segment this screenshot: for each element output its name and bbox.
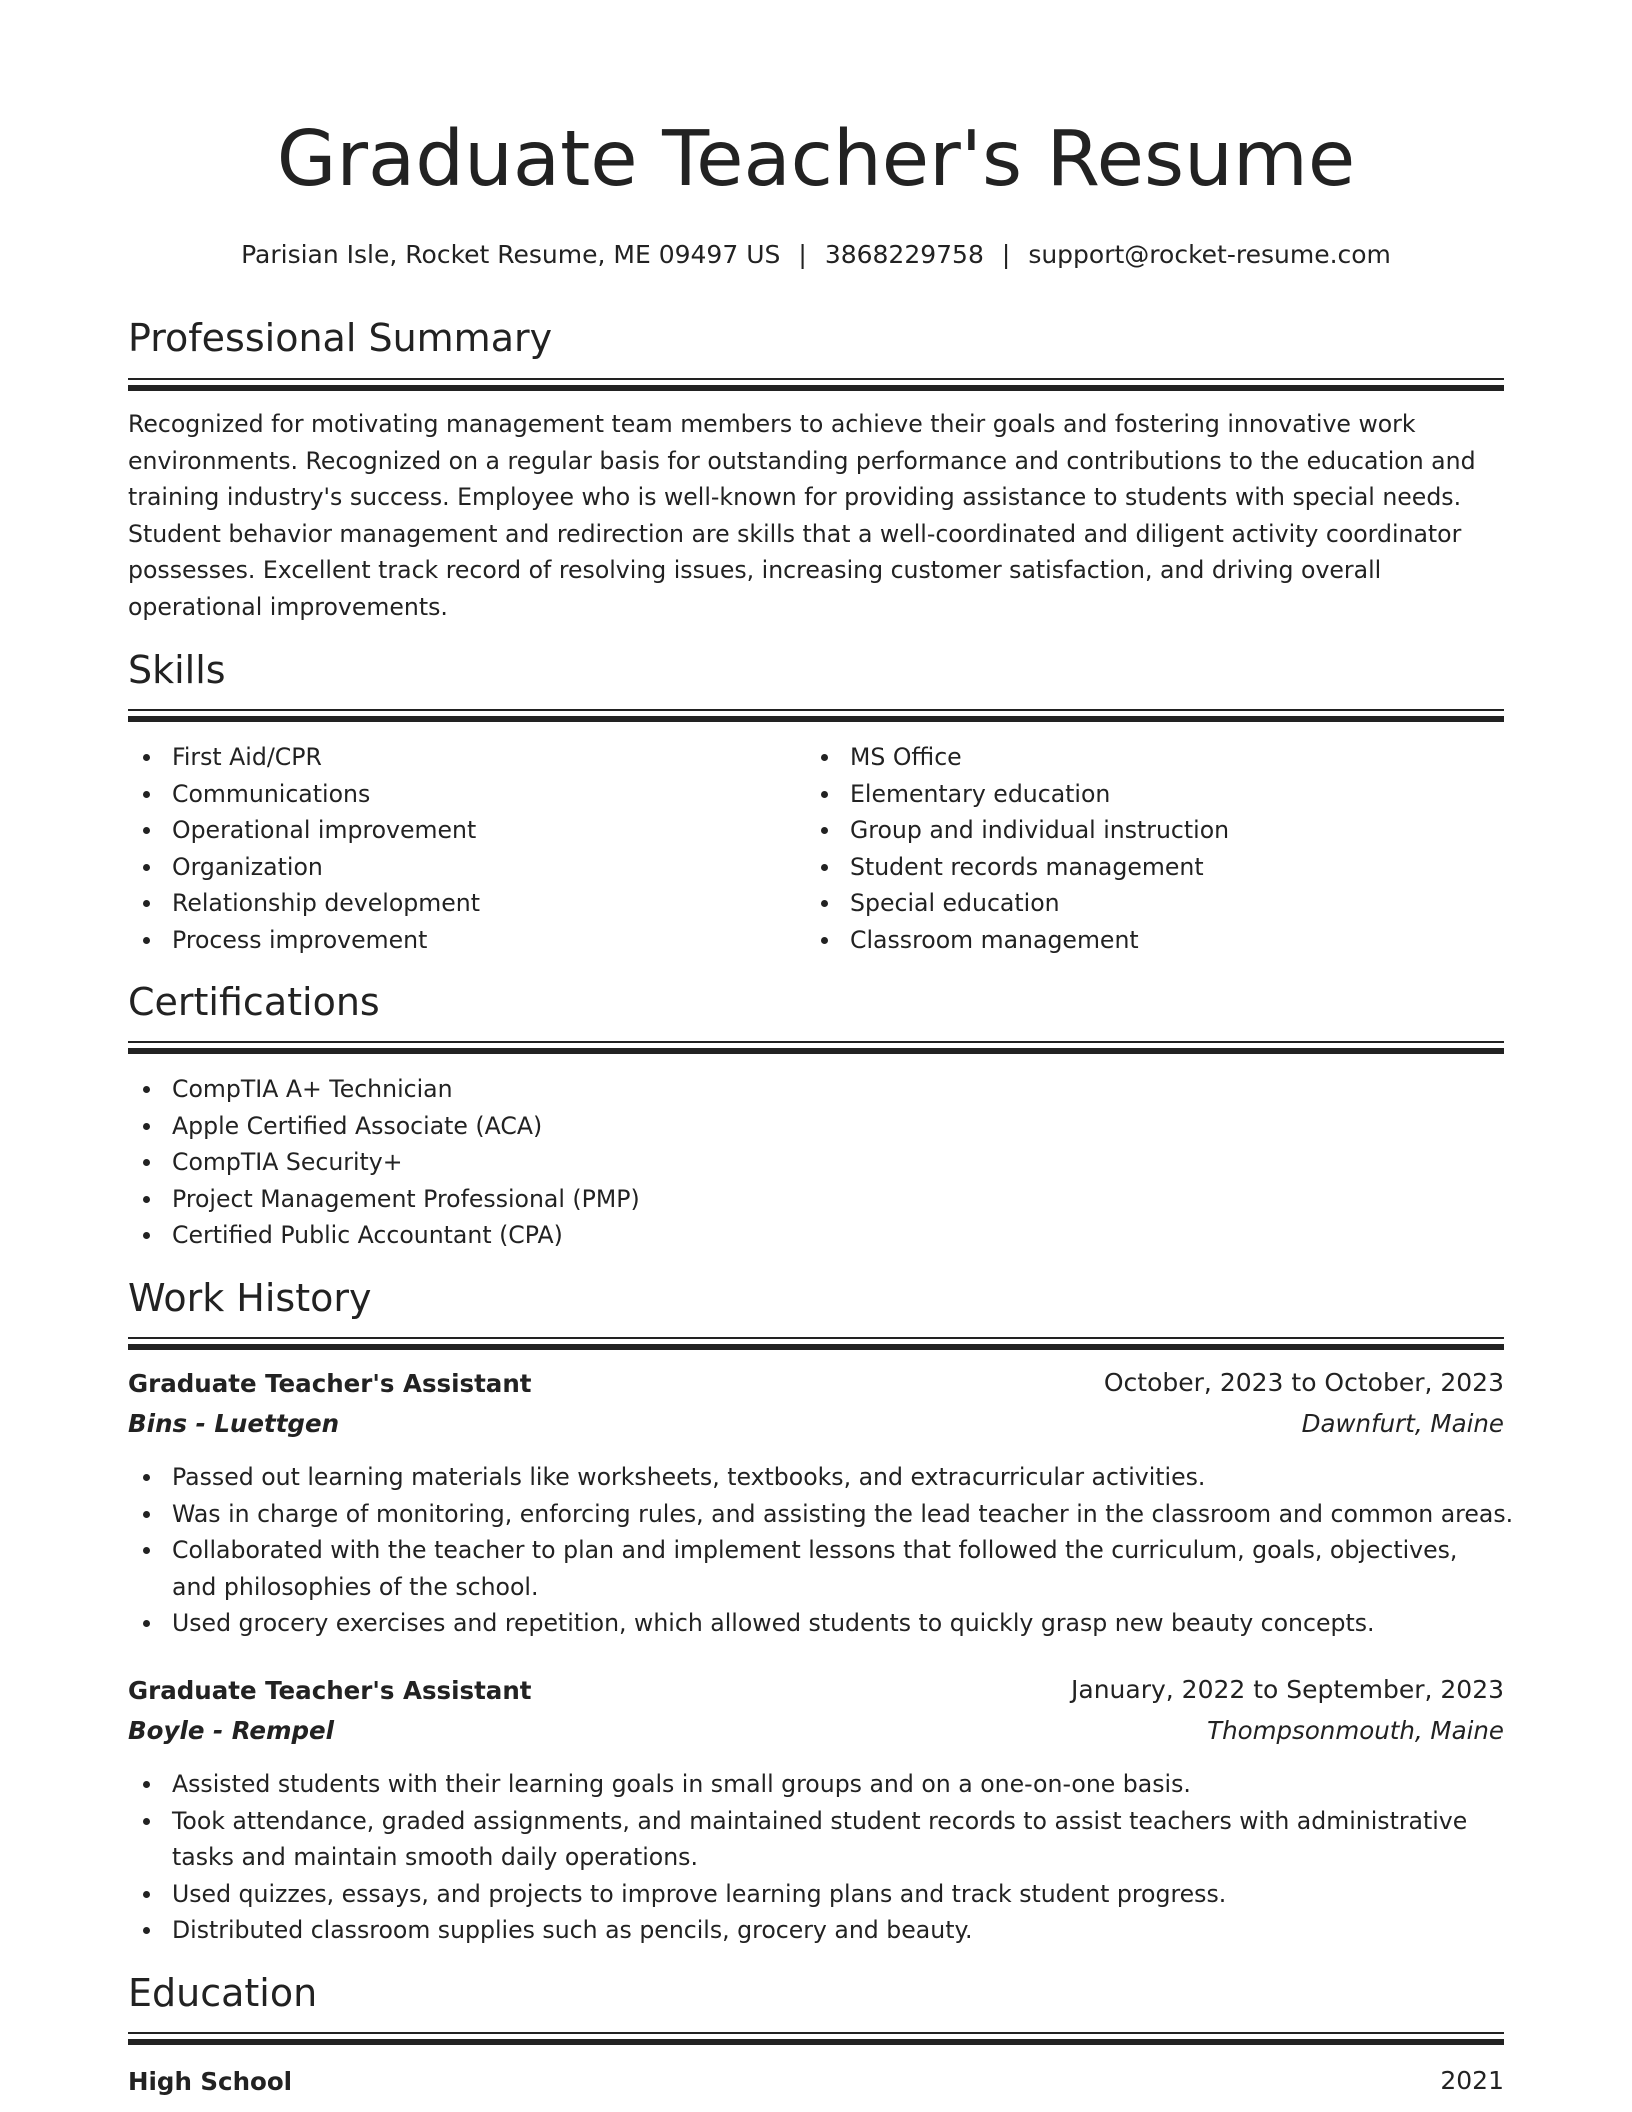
section-title-education: Education: [128, 1971, 318, 2015]
job-title: Graduate Teacher's Assistant: [128, 1676, 532, 1705]
skill-item: Elementary education: [806, 776, 1466, 813]
skill-item: MS Office: [806, 739, 1466, 776]
skill-item: Communications: [128, 776, 788, 813]
job-bullet: Was in charge of monitoring, enforcing rules, and assisting the lead teacher in the classroom and common areas.: [128, 1496, 1504, 1533]
skill-item: Organization: [128, 849, 788, 886]
skills-list-right: [806, 739, 1466, 959]
section-divider-thin: [128, 1337, 1504, 1339]
job-bullet: Assisted students with their learning goals in small groups and on a one-on-one basis.: [128, 1766, 1504, 1803]
job-bullets: [128, 1766, 1504, 1949]
skill-item: Process improvement: [128, 922, 788, 959]
job-location: Thompsonmouth, Maine: [1207, 1716, 1504, 1745]
certification-item: CompTIA A+ Technician: [128, 1071, 1504, 1108]
job-bullet: Took attendance, graded assignments, and maintained student records to assist teachers with administrative tasks and maintain smooth daily operations.: [128, 1803, 1504, 1876]
skill-item: Group and individual instruction: [806, 812, 1466, 849]
certification-item: Project Management Professional (PMP): [128, 1181, 1504, 1218]
section-divider-thick: [128, 385, 1504, 391]
skill-item: Special education: [806, 885, 1466, 922]
section-title-work-history: Work History: [128, 1276, 372, 1320]
resume-title: Graduate Teacher's Resume: [276, 115, 1356, 204]
contact-separator: |: [798, 240, 807, 269]
education-degree: High School: [128, 2067, 293, 2096]
contact-phone: 3868229758: [824, 240, 984, 269]
section-title-skills: Skills: [128, 648, 226, 692]
section-divider-thick: [128, 716, 1504, 722]
section-skills: [128, 650, 1504, 692]
certification-item: Apple Certified Associate (ACA): [128, 1108, 1504, 1145]
section-title-summary: Professional Summary: [128, 316, 553, 360]
section-divider-thin: [128, 2032, 1504, 2034]
job-bullets: [128, 1459, 1514, 1642]
job-bullet: Used quizzes, essays, and projects to improve learning plans and track student progress.: [128, 1876, 1504, 1913]
section-divider-thick: [128, 2039, 1504, 2045]
certifications-list: [128, 1071, 1504, 1254]
job-title: Graduate Teacher's Assistant: [128, 1369, 532, 1398]
job-company: Bins - Luettgen: [128, 1409, 340, 1438]
contact-line: [128, 240, 1504, 269]
section-divider-thin: [128, 709, 1504, 711]
job-bullet: Used grocery exercises and repetition, which allowed students to quickly grasp new beauty concepts.: [128, 1605, 1504, 1642]
job-bullet: Collaborated with the teacher to plan and implement lessons that followed the curriculum, goals, objectives, and philosophies of the school.: [128, 1532, 1504, 1605]
education-year: 2021: [1440, 2066, 1504, 2095]
job-bullet: Distributed classroom supplies such as pencils, grocery and beauty.: [128, 1912, 1504, 1949]
skill-item: Classroom management: [806, 922, 1466, 959]
section-title-certifications: Certifications: [128, 980, 380, 1024]
section-divider-thin: [128, 1041, 1504, 1043]
skill-item: First Aid/CPR: [128, 739, 788, 776]
job-dates: January, 2022 to September, 2023: [1071, 1675, 1504, 1704]
skills-list-left: [128, 739, 788, 959]
contact-separator: |: [1001, 240, 1011, 269]
contact-address: Parisian Isle, Rocket Resume, ME 09497 US: [241, 240, 781, 269]
summary-text: Recognized for motivating management team members to achieve their goals and fostering innovative work environments. Recognized on a regular basis for outstanding performance and contributions to the education and training industry's success. Employee who is well-known for providing assistance to students with special needs. Student behavior management and redirection are skills that a well-coordinated and diligent activity coordinator possesses. Excellent track record of resolving issues, increasing customer satisfaction, and driving overall operational improvements.: [128, 410, 1476, 621]
contact-email: support@rocket-resume.com: [1028, 240, 1391, 269]
section-certifications: [128, 982, 1504, 1024]
skill-item: Operational improvement: [128, 812, 788, 849]
job-dates: October, 2023 to October, 2023: [1103, 1368, 1504, 1397]
job-company: Boyle - Rempel: [128, 1716, 335, 1745]
skill-item: Student records management: [806, 849, 1466, 886]
job-location: Dawnfurt, Maine: [1301, 1409, 1504, 1438]
section-education: [128, 1973, 1504, 2015]
section-divider-thin: [128, 378, 1504, 380]
job-bullet: Passed out learning materials like worksheets, textbooks, and extracurricular activities.: [128, 1459, 1504, 1496]
section-divider-thick: [128, 1344, 1504, 1350]
certification-item: Certified Public Accountant (CPA): [128, 1217, 1504, 1254]
section-work-history: [128, 1278, 1504, 1320]
skill-item: Relationship development: [128, 885, 788, 922]
section-professional-summary: [128, 318, 1504, 360]
section-divider-thick: [128, 1048, 1504, 1054]
certification-item: CompTIA Security+: [128, 1144, 1504, 1181]
